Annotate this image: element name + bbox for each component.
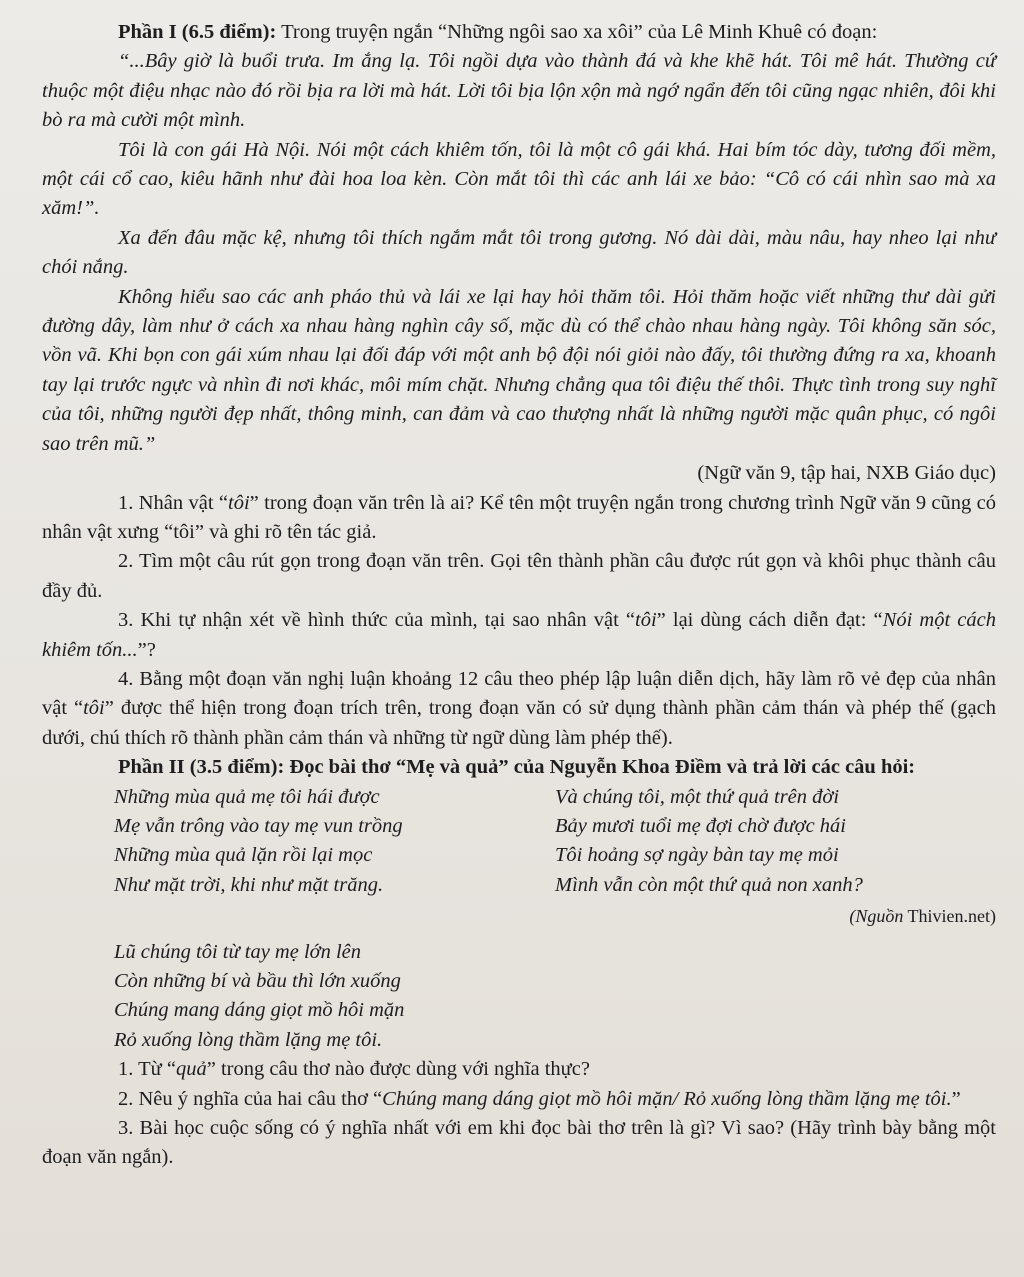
passage-source: (Ngữ văn 9, tập hai, NXB Giáo dục) (697, 462, 996, 485)
poem-column-left (114, 783, 555, 901)
part1-question-2: 2. Tìm một câu rút gọn trong đoạn văn trên. Gọi tên thành phần câu được rút gọn và khôi phục thành câu đầy đủ. (42, 550, 996, 602)
poem-line: Còn những bí và bầu thì lớn xuống (114, 970, 401, 992)
p2q2-text-b: Chúng mang dáng giọt mồ hôi mặn/ Rỏ xuống lòng thầm lặng mẹ tôi. (382, 1087, 952, 1110)
poem-bottom-stanza (114, 938, 996, 1056)
poem-line: Mẹ vẫn trông vào tay mẹ vun trồng (114, 814, 403, 837)
poem-line: Lũ chúng tôi từ tay mẹ lớn lên (114, 940, 362, 963)
part2-question-2 (42, 1085, 996, 1114)
poem-source-b: Thivien.net) (903, 906, 996, 927)
part1-heading (42, 18, 996, 47)
passage-paragraph-3: Xa đến đâu mặc kệ, nhưng tôi thích ngắm mắt tôi trong gương. Nó dài dài, màu nâu, hay nheo lại như chói nắng. (42, 226, 996, 279)
poem-line: Bảy mươi tuổi mẹ đợi chờ được hái (555, 814, 847, 837)
q1-text-c: ” trong đoạn văn trên là ai? Kể tên một truyện ngắn trong chương trình Ngữ văn 9 cũng có nhân vật xưng “tôi” và ghi rõ tên tác giả. (42, 491, 996, 543)
poem-column-right (555, 783, 996, 901)
poem-line: Những mùa quả mẹ tôi hái được (114, 785, 380, 808)
q3-text-c: ” lại dùng cách diễn đạt: “ (656, 609, 883, 632)
poem-line: Và chúng tôi, một thứ quả trên đời (555, 785, 840, 808)
p2q2-text-c: ” (951, 1087, 961, 1110)
q4-text-a: 4. Bằng một đoạn văn nghị luận khoảng 12 câu theo phép lập luận diễn dịch, hãy làm rõ vẻ đẹp của nhân vật “ (42, 667, 996, 720)
part2-question-1 (42, 1055, 996, 1084)
p2q1-text-b: quả (176, 1058, 207, 1081)
p2q1-text-c: ” trong câu thơ nào được dùng với nghĩa thực? (206, 1058, 590, 1081)
part1-heading-rest: Trong truyện ngắn “Những ngôi sao xa xôi” của Lê Minh Khuê có đoạn: (276, 21, 878, 43)
p2q2-text-a: 2. Nêu ý nghĩa của hai câu thơ “ (118, 1087, 383, 1110)
q3-text-e: ”? (137, 638, 156, 661)
poem-line: Như mặt trời, khi như mặt trăng. (114, 873, 384, 896)
poem-line: Rỏ xuống lòng thầm lặng mẹ tôi. (114, 1028, 383, 1051)
poem-source (42, 902, 996, 931)
q1-text-b: tôi (228, 491, 250, 514)
q3-text-a: 3. Khi tự nhận xét về hình thức của mình, tại sao nhân vật “ (118, 609, 635, 632)
poem-source-a: (Nguồn (849, 906, 904, 927)
part1-question-1 (42, 489, 996, 548)
poem-line: Những mùa quả lặn rồi lại mọc (114, 844, 373, 867)
q1-text-a: 1. Nhân vật “ (118, 491, 229, 514)
poem-line: Tôi hoảng sợ ngày bàn tay mẹ mỏi (555, 844, 839, 867)
q3-text-b: tôi (635, 609, 657, 632)
part2-question-3: 3. Bài học cuộc sống có ý nghĩa nhất với em khi đọc bài thơ trên là gì? Vì sao? (Hãy trình bày bằng một đoạn văn ngắn). (42, 1117, 996, 1169)
poem-line: Mình vẫn còn một thứ quả non xanh? (555, 873, 863, 896)
q3-text-d: Nói một cách khiêm tốn... (42, 609, 996, 661)
part2-heading: Phần II (3.5 điểm): Đọc bài thơ “Mẹ và quả” của Nguyễn Khoa Điềm và trả lời các câu hỏi: (118, 756, 916, 779)
passage-paragraph-4: Không hiểu sao các anh pháo thủ và lái xe lại hay hỏi thăm tôi. Hỏi thăm hoặc viết những thư dài gửi đường dây, làm như ở cách xa nhau hàng nghìn cây số, mặc dù có thể chào nhau hàng ngày. Tôi không săn sóc, vồn vã. Khi bọn con gái xúm nhau lại đối đáp với một anh bộ đội nói giỏi nào đấy, tôi thường đứng ra xa, khoanh tay lại trước ngực và nhìn đi nơi khác, môi mím chặt. Nhưng chẳng qua tôi điệu thế thôi. Thực tình trong suy nghĩ của tôi, những người đẹp nhất, thông minh, can đảm và cao thượng nhất là những người mặc quân phục, có ngôi sao trên mũ.” (42, 285, 996, 455)
part1-question-3 (42, 606, 996, 665)
part1-heading-bold: Phần I (6.5 điểm): (118, 21, 277, 43)
poem-two-columns (114, 783, 996, 901)
passage-paragraph-1: “...Bây giờ là buổi trưa. Im ắng lạ. Tôi ngồi dựa vào thành đá và khe khẽ hát. Tôi mê hát. Thường cứ thuộc một điệu nhạc nào đó rồi bịa ra lời mà hát. Lời tôi bịa lộn xộn mà ngớ ngẩn đến tôi cũng ngạc nhiên, đôi khi bò ra mà cười một mình. (42, 50, 996, 132)
p2q1-text-a: 1. Từ “ (118, 1058, 176, 1081)
q4-text-c: ” được thể hiện trong đoạn trích trên, trong đoạn văn có sử dụng thành phần cảm thán và phép thế (gạch dưới, chú thích rõ thành phần cảm thán và những từ ngữ dùng làm phép thế). (42, 697, 996, 749)
passage-paragraph-2: Tôi là con gái Hà Nội. Nói một cách khiêm tốn, tôi là một cô gái khá. Hai bím tóc dày, tương đối mềm, một cái cổ cao, kiêu hãnh như đài hoa loa kèn. Còn mắt tôi thì các anh lái xe bảo: “Cô có cái nhìn sao mà xa xăm!”. (42, 138, 996, 220)
q4-text-b: tôi (83, 697, 105, 720)
poem-line: Chúng mang dáng giọt mồ hôi mặn (114, 999, 405, 1022)
part1-question-4 (42, 665, 996, 753)
